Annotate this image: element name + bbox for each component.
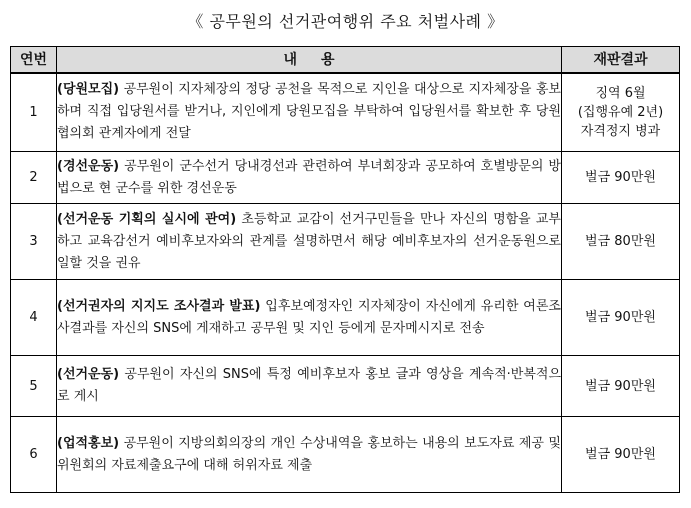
- row-number: 2: [11, 152, 57, 204]
- result-line: 자격정지 병과: [580, 123, 661, 139]
- header-result: 재판결과: [562, 47, 680, 73]
- row-description: 초등학교 교감이 선거구민들을 만나 자신의 명함을 교부하고 교육감선거 예비후보자와의 관계를 설명하면서 해당 예비후보자의 선거운동원으로 일할 것을 권유: [57, 211, 561, 271]
- result-line: 벌금 90만원: [585, 310, 656, 325]
- table-row: [11, 417, 680, 493]
- row-description: 공무원이 지자체장의 정당 공천을 목적으로 지인을 대상으로 지자체장을 홍보하며 직접 입당원서를 받거나, 지인에게 당원모집을 부탁하여 입당원서를 확보한 후 당원협의회 관계자에게 전달: [57, 82, 561, 142]
- row-content: [57, 280, 562, 356]
- row-result: [562, 280, 680, 356]
- row-number: 4: [11, 280, 57, 356]
- row-number: 6: [11, 417, 57, 493]
- row-category: (선거권자의 지지도 조사결과 발표): [57, 298, 261, 314]
- result-line: 벌금 90만원: [585, 447, 656, 462]
- row-result: [562, 204, 680, 280]
- cases-table: [10, 46, 680, 493]
- table-row: [11, 73, 680, 152]
- table-row: [11, 280, 680, 356]
- page-title: 《 공무원의 선거관여행위 주요 처벌사례 》: [187, 12, 504, 31]
- result-line: 징역 6월: [595, 85, 646, 101]
- row-category: (당원모집): [57, 82, 120, 98]
- table-header-row: [11, 47, 680, 73]
- row-number: 5: [11, 356, 57, 417]
- row-category: (경선운동): [57, 158, 120, 174]
- row-result: [562, 73, 680, 152]
- row-content: [57, 204, 562, 280]
- row-result: [562, 356, 680, 417]
- header-content-label: 내용: [283, 52, 359, 69]
- table-row: [11, 356, 680, 417]
- row-category: (업적홍보): [57, 435, 120, 451]
- table-row: [11, 152, 680, 204]
- header-number: 연번: [11, 47, 57, 73]
- row-category: (선거운동): [57, 367, 120, 382]
- result-line: 벌금 90만원: [585, 378, 656, 394]
- row-number: 1: [11, 73, 57, 152]
- row-description: 공무원이 지방의회의장의 개인 수상내역을 홍보하는 내용의 보도자료 제공 및 위원회의 자료제출요구에 대해 허위자료 제출: [57, 435, 561, 473]
- table-row: [11, 204, 680, 280]
- row-content: [57, 73, 562, 152]
- row-result: [562, 152, 680, 204]
- row-number: 3: [11, 204, 57, 280]
- row-content: [57, 356, 562, 417]
- row-content: [57, 152, 562, 204]
- row-description: 공무원이 군수선거 당내경선과 관련하여 부녀회장과 공모하여 호별방문의 방법으로 현 군수를 위한 경선운동: [57, 158, 561, 196]
- row-content: [57, 417, 562, 493]
- result-line: 벌금 90만원: [585, 170, 656, 185]
- row-result: [562, 417, 680, 493]
- row-category: (선거운동 기획의 실시에 관여): [57, 211, 237, 227]
- row-description: 입후보예정자인 지자체장이 자신에게 유리한 여론조사결과를 자신의 SNS에 게재하고 공무원 및 지인 등에게 문자메시지로 전송: [57, 298, 561, 336]
- result-line: 벌금 80만원: [585, 234, 656, 249]
- row-description: 공무원이 자신의 SNS에 특정 예비후보자 홍보 글과 영상을 계속적·반복적으로 게시: [57, 367, 561, 404]
- result-line: (집행유예 2년): [577, 104, 664, 120]
- header-content: [57, 47, 562, 73]
